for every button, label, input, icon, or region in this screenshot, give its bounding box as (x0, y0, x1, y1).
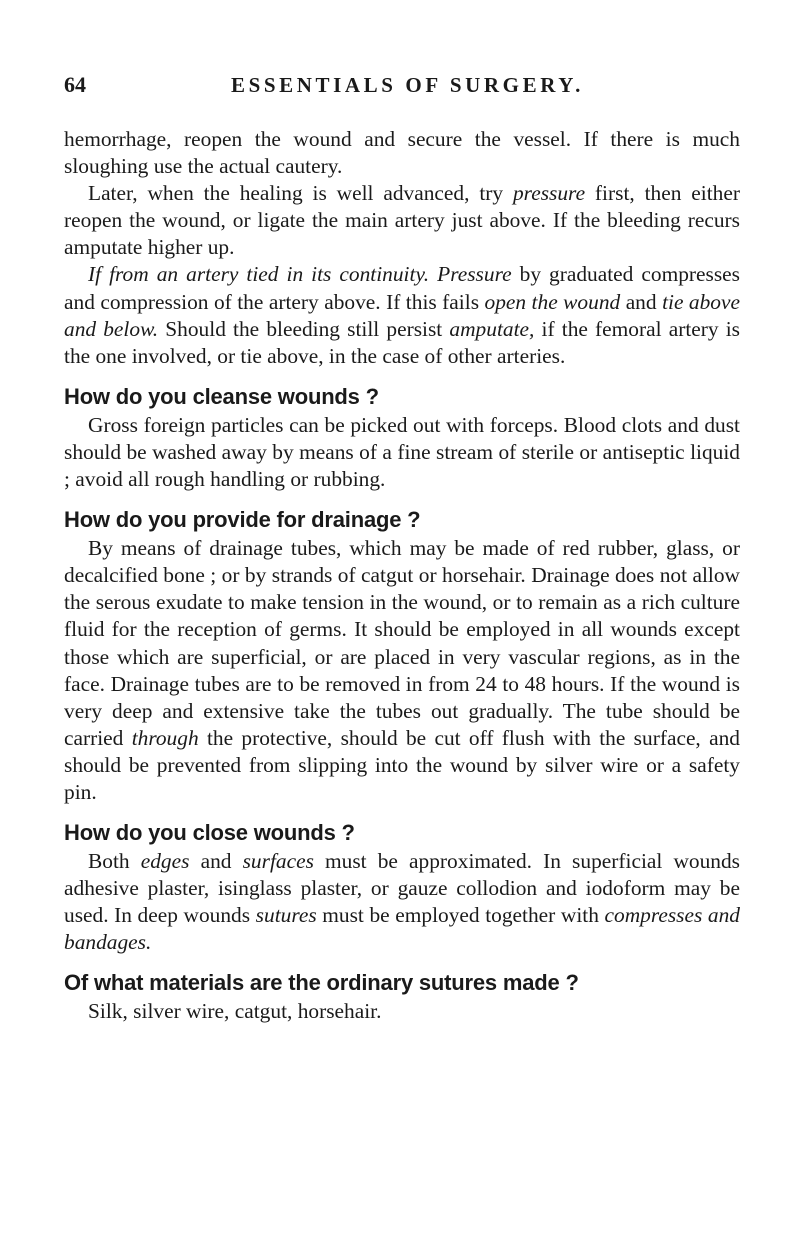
answer-cleanse-wounds: Gross foreign particles can be picked out with forceps. Blood clots and dust should be washed away by means of a fine stream of sterile or antiseptic liquid ; avoid all rough handling or rubbing. (64, 412, 740, 492)
page-number: 64 (64, 72, 86, 97)
running-head (64, 72, 764, 106)
paragraph-later-healing: Later, when the healing is well advanced, try pressure first, then either reopen the wound, or ligate the main artery just above. If the bleeding recurs amputate higher up. (64, 181, 740, 260)
answer-suture-materials: Silk, silver wire, catgut, horsehair. (88, 999, 382, 1024)
question-heading-close-wounds: How do you close wounds ? (64, 820, 355, 846)
paragraph-artery-tied: If from an artery tied in its continuity. Pressure by graduated compresses and compression of the artery above. If this fails open the wound and tie above and below. Should the bleeding still persist amputate, if the femoral artery is the one involved, or tie above, in the case of other arteries. (64, 262, 741, 368)
question-heading-suture-materials: Of what materials are the ordinary sutures made ? (64, 970, 579, 996)
book-title: ESSENTIALS OF SURGERY. (231, 73, 584, 97)
paragraph-continued-hemorrhage: hemorrhage, reopen the wound and secure the vessel. If there is much sloughing use the actual cautery. (64, 127, 740, 179)
body-text (64, 126, 740, 1026)
answer-drainage: By means of drainage tubes, which may be made of red rubber, glass, or decalcified bone ; or by strands of catgut or horsehair. Drainage does not allow the serous exudate to make tension in the wound, or to remain as a rich culture fluid for the reception of germs. It should be employed in all wounds except those which are superficial, or are placed in very vascular regions, as in the face. Drainage tubes are to be removed in from 24 to 48 hours. If the wound is very deep and extensive take the tubes out gradually. The tube should be carried through the protective, should be cut off flush with the surface, and should be prevented from slipping into the wound by silver wire or a safety pin. (64, 536, 740, 804)
question-heading-drainage: How do you provide for drainage ? (64, 507, 421, 533)
answer-close-wounds: Both edges and surfaces must be approximated. In superficial wounds adhesive plaster, isinglass plaster, or gauze collodion and iodoform may be used. In deep wounds sutures must be employed together with compresses and bandages. (64, 849, 741, 955)
question-heading-cleanse-wounds: How do you cleanse wounds ? (64, 383, 379, 409)
